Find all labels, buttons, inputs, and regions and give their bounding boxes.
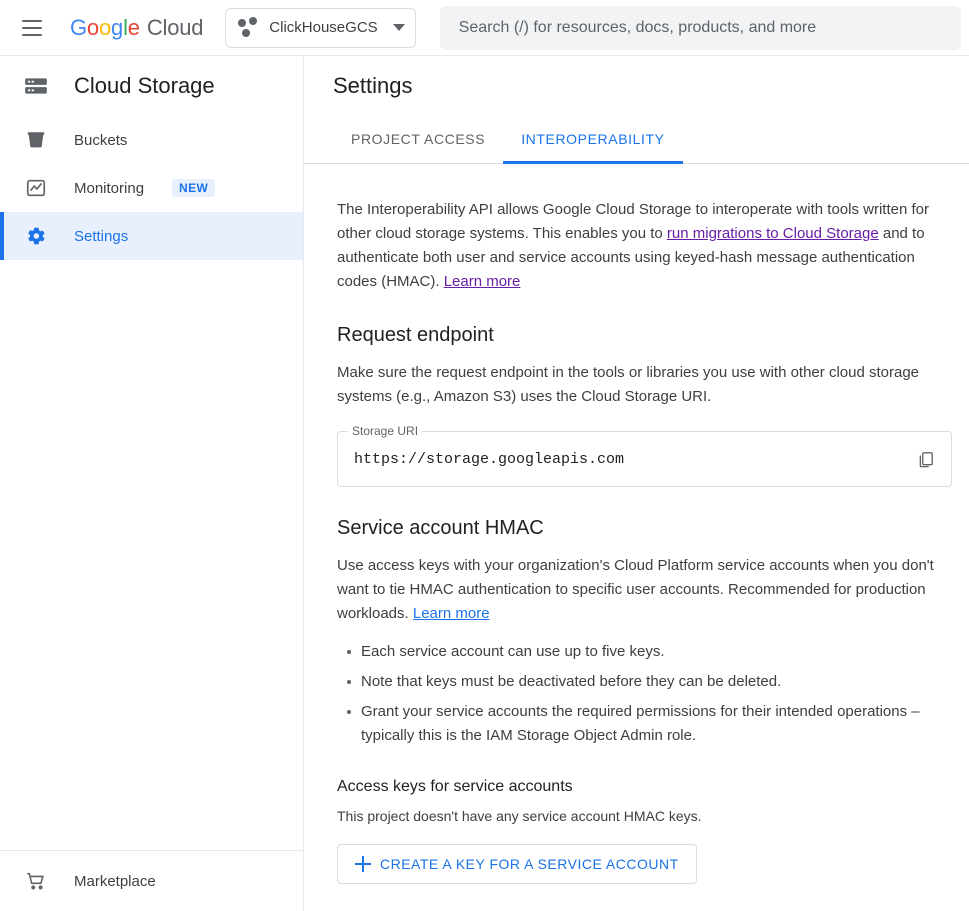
storage-icon [16, 74, 56, 98]
sidebar-bottom-section [0, 850, 303, 911]
intro-text-part2: and to authenticate both user and service accounts using keyed-hash message authentication codes (HMAC). [337, 225, 925, 290]
settings-tabs [304, 116, 969, 164]
sidebar-item-label: Marketplace [74, 872, 156, 890]
storage-uri-label: Storage URI [348, 424, 422, 438]
intro-paragraph [337, 198, 940, 294]
run-migrations-link[interactable]: run migrations to Cloud Storage [666, 225, 879, 242]
search-input[interactable] [457, 18, 944, 38]
sidebar [0, 56, 304, 911]
create-key-button[interactable] [337, 844, 697, 884]
service-account-hmac-description [337, 554, 940, 626]
bucket-icon [16, 128, 56, 152]
storage-uri-field[interactable] [337, 424, 952, 487]
logo-letter: o [86, 14, 99, 40]
sidebar-product-title: Cloud Storage [74, 73, 215, 98]
sidebar-item-label: Settings [74, 227, 129, 245]
list-item: Each service account can use up to five keys. [337, 640, 940, 664]
logo-letter: g [111, 14, 124, 40]
logo-cloud-text: Cloud [146, 14, 204, 40]
chevron-down-icon [393, 24, 405, 31]
logo-letter: e [127, 14, 140, 40]
google-cloud-logo[interactable] [70, 15, 203, 41]
hamburger-menu-icon[interactable] [8, 4, 56, 52]
hmac-desc-text: Use access keys with your organization's Cloud Platform service accounts when you don't want to tie HMAC authentication to specific user accounts. Recommended for production workloads. [337, 557, 934, 622]
gear-icon [16, 224, 56, 248]
sidebar-item-buckets[interactable] [0, 116, 303, 164]
service-account-hmac-heading: Service account HMAC [337, 517, 544, 539]
new-badge: NEW [172, 179, 215, 197]
logo-letter: l [123, 14, 128, 40]
request-endpoint-description: Make sure the request endpoint in the tools or libraries you use with other cloud storage systems (e.g., Amazon S3) uses the Cloud Storage URI. [337, 364, 919, 405]
request-endpoint-heading: Request endpoint [337, 324, 494, 346]
interoperability-panel [304, 164, 969, 911]
sidebar-item-label: Monitoring [74, 179, 145, 197]
project-name: ClickHouseGCS [269, 19, 378, 36]
hmac-bullet-list [337, 640, 940, 748]
hmac-learn-more-link[interactable]: Learn more [412, 605, 490, 622]
copy-icon[interactable] [907, 441, 943, 477]
access-keys-heading: Access keys for service accounts [337, 778, 573, 795]
marketplace-cart-icon [16, 869, 56, 893]
access-keys-empty-state: This project doesn't have any service account HMAC keys. [337, 808, 702, 824]
tab-interoperability[interactable]: INTEROPERABILITY [503, 116, 682, 164]
sidebar-item-marketplace[interactable] [0, 851, 303, 911]
list-item: Note that keys must be deactivated before they can be deleted. [337, 670, 940, 694]
sidebar-item-label: Buckets [74, 131, 128, 149]
create-key-button-label: CREATE A KEY FOR A SERVICE ACCOUNT [380, 856, 679, 872]
tab-project-access[interactable]: PROJECT ACCESS [351, 130, 486, 147]
top-bar [0, 0, 969, 56]
main-content [304, 56, 969, 911]
plus-icon [355, 856, 371, 872]
search-bar[interactable] [440, 6, 961, 50]
sidebar-item-monitoring[interactable] [0, 164, 303, 212]
storage-uri-input[interactable] [352, 450, 907, 469]
logo-letter: o [98, 14, 112, 40]
logo-letter: G [70, 14, 87, 40]
list-item: Grant your service accounts the required permissions for their intended operations – typically this is the IAM Storage Object Admin role. [337, 700, 940, 748]
page-title: Settings [333, 73, 413, 98]
project-selector[interactable] [225, 8, 415, 48]
sidebar-item-settings[interactable] [0, 212, 303, 260]
monitoring-chart-icon [16, 176, 56, 200]
intro-learn-more-link[interactable]: Learn more [443, 273, 521, 290]
sidebar-product-header [0, 56, 303, 116]
project-dots-icon [238, 17, 260, 39]
intro-text-part1: The Interoperability API allows Google Cloud Storage to interoperate with tools written for other cloud storage systems. This enables you to [337, 201, 929, 242]
